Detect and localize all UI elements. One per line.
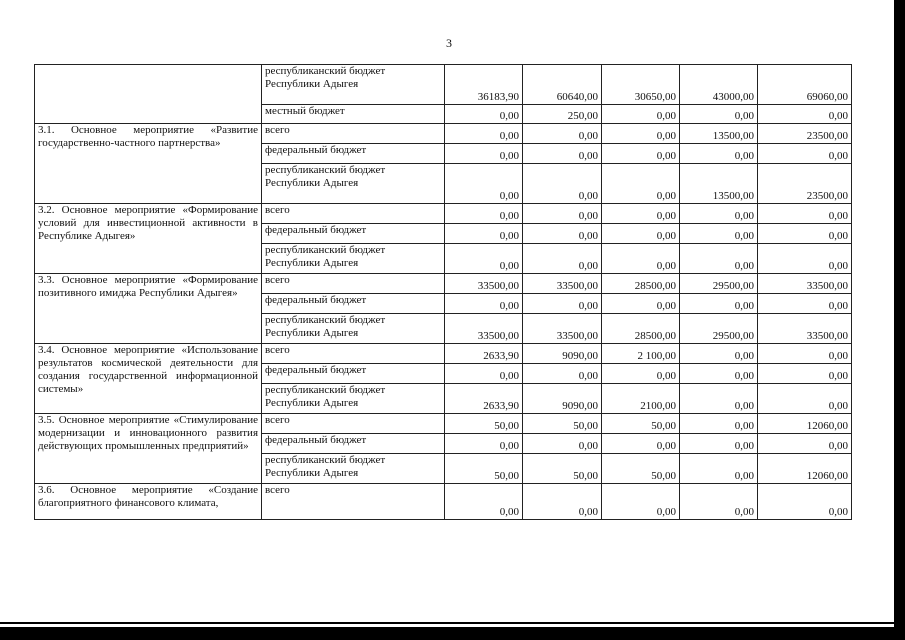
- amount-cell: 50,00: [523, 414, 602, 434]
- amount-cell: 0,00: [758, 484, 852, 520]
- amount-cell: 50,00: [602, 454, 680, 484]
- amount-cell: 50,00: [602, 414, 680, 434]
- table-row: [35, 204, 852, 224]
- funding-source: всего: [262, 344, 445, 364]
- amount-cell: 0,00: [445, 124, 523, 144]
- amount-cell: 0,00: [523, 224, 602, 244]
- amount-cell: 23500,00: [758, 164, 852, 204]
- amount-cell: 43000,00: [680, 65, 758, 105]
- amount-cell: 0,00: [680, 105, 758, 124]
- amount-cell: 9090,00: [523, 384, 602, 414]
- amount-cell: 0,00: [445, 364, 523, 384]
- funding-source: всего: [262, 414, 445, 434]
- funding-source: республиканский бюджет Республики Адыгея: [262, 164, 445, 204]
- amount-cell: 36183,90: [445, 65, 523, 105]
- activity-description: 3.3. Основное мероприятие «Формирование позитивного имиджа Республики Адыгея»: [35, 274, 262, 344]
- amount-cell: 0,00: [523, 164, 602, 204]
- amount-cell: 0,00: [680, 454, 758, 484]
- amount-cell: 0,00: [445, 434, 523, 454]
- amount-cell: 0,00: [445, 294, 523, 314]
- amount-cell: 0,00: [445, 144, 523, 164]
- amount-cell: 9090,00: [523, 344, 602, 364]
- funding-source: федеральный бюджет: [262, 294, 445, 314]
- amount-cell: 0,00: [523, 484, 602, 520]
- funding-source: местный бюджет: [262, 105, 445, 124]
- amount-cell: 50,00: [523, 454, 602, 484]
- page-number: 3: [446, 36, 452, 50]
- amount-cell: 0,00: [523, 364, 602, 384]
- amount-cell: 50,00: [445, 454, 523, 484]
- amount-cell: 0,00: [602, 364, 680, 384]
- amount-cell: 0,00: [758, 364, 852, 384]
- amount-cell: 0,00: [445, 224, 523, 244]
- amount-cell: 28500,00: [602, 274, 680, 294]
- funding-source: республиканский бюджет Республики Адыгея: [262, 384, 445, 414]
- table-row: [35, 484, 852, 520]
- scan-edge-bottom: [0, 627, 905, 640]
- table-row: [35, 124, 852, 144]
- amount-cell: 0,00: [758, 144, 852, 164]
- amount-cell: 0,00: [445, 164, 523, 204]
- amount-cell: 0,00: [523, 294, 602, 314]
- amount-cell: 0,00: [445, 484, 523, 520]
- amount-cell: 23500,00: [758, 124, 852, 144]
- amount-cell: 0,00: [602, 105, 680, 124]
- amount-cell: 0,00: [523, 144, 602, 164]
- amount-cell: 29500,00: [680, 274, 758, 294]
- amount-cell: 0,00: [602, 204, 680, 224]
- amount-cell: 0,00: [758, 224, 852, 244]
- amount-cell: 29500,00: [680, 314, 758, 344]
- amount-cell: 0,00: [445, 244, 523, 274]
- amount-cell: 250,00: [523, 105, 602, 124]
- amount-cell: 0,00: [602, 294, 680, 314]
- amount-cell: 0,00: [602, 484, 680, 520]
- table-row: [35, 274, 852, 294]
- budget-table: [34, 64, 852, 520]
- table-row: [35, 414, 852, 434]
- amount-cell: 12060,00: [758, 414, 852, 434]
- amount-cell: 0,00: [680, 364, 758, 384]
- amount-cell: 0,00: [680, 224, 758, 244]
- budget-table-body: [35, 65, 852, 520]
- funding-source: федеральный бюджет: [262, 144, 445, 164]
- funding-source: всего: [262, 124, 445, 144]
- amount-cell: 0,00: [758, 204, 852, 224]
- amount-cell: 13500,00: [680, 164, 758, 204]
- amount-cell: 50,00: [445, 414, 523, 434]
- amount-cell: 13500,00: [680, 124, 758, 144]
- amount-cell: 0,00: [680, 414, 758, 434]
- funding-source: всего: [262, 204, 445, 224]
- amount-cell: 33500,00: [523, 314, 602, 344]
- amount-cell: 2100,00: [602, 384, 680, 414]
- funding-source: всего: [262, 274, 445, 294]
- amount-cell: 33500,00: [445, 274, 523, 294]
- activity-description: [35, 65, 262, 124]
- amount-cell: 0,00: [523, 434, 602, 454]
- amount-cell: 0,00: [680, 144, 758, 164]
- funding-source: федеральный бюджет: [262, 364, 445, 384]
- table-row: [35, 344, 852, 364]
- amount-cell: 0,00: [602, 164, 680, 204]
- amount-cell: 0,00: [680, 434, 758, 454]
- activity-description: 3.6. Основное мероприятие «Создание благоприятного финансового климата,: [35, 484, 262, 520]
- funding-source: республиканский бюджет Республики Адыгея: [262, 454, 445, 484]
- amount-cell: 0,00: [602, 144, 680, 164]
- amount-cell: 0,00: [523, 124, 602, 144]
- amount-cell: 60640,00: [523, 65, 602, 105]
- amount-cell: 0,00: [758, 244, 852, 274]
- amount-cell: 28500,00: [602, 314, 680, 344]
- amount-cell: 33500,00: [523, 274, 602, 294]
- amount-cell: 0,00: [680, 384, 758, 414]
- funding-source: федеральный бюджет: [262, 434, 445, 454]
- amount-cell: 0,00: [523, 204, 602, 224]
- amount-cell: 0,00: [602, 224, 680, 244]
- amount-cell: 12060,00: [758, 454, 852, 484]
- amount-cell: 33500,00: [758, 314, 852, 344]
- amount-cell: 33500,00: [445, 314, 523, 344]
- scan-edge-line: [0, 622, 905, 624]
- amount-cell: 0,00: [523, 244, 602, 274]
- amount-cell: 0,00: [680, 344, 758, 364]
- amount-cell: 0,00: [602, 124, 680, 144]
- amount-cell: 0,00: [680, 484, 758, 520]
- amount-cell: 0,00: [680, 294, 758, 314]
- amount-cell: 0,00: [602, 434, 680, 454]
- amount-cell: 0,00: [758, 344, 852, 364]
- activity-description: 3.1. Основное мероприятие «Развитие государственно-частного партнерства»: [35, 124, 262, 204]
- amount-cell: 0,00: [680, 244, 758, 274]
- amount-cell: 30650,00: [602, 65, 680, 105]
- amount-cell: 0,00: [445, 105, 523, 124]
- activity-description: 3.2. Основное мероприятие «Формирование условий для инвестиционной активности в Республике Адыгея»: [35, 204, 262, 274]
- amount-cell: 0,00: [602, 244, 680, 274]
- activity-description: 3.4. Основное мероприятие «Использование результатов космической деятельности для создания государственной информационной системы»: [35, 344, 262, 414]
- amount-cell: 2 100,00: [602, 344, 680, 364]
- scan-edge-right: [894, 0, 905, 640]
- amount-cell: 0,00: [758, 384, 852, 414]
- funding-source: республиканский бюджет Республики Адыгея: [262, 314, 445, 344]
- funding-source: всего: [262, 484, 445, 520]
- amount-cell: 0,00: [758, 105, 852, 124]
- funding-source: республиканский бюджет Республики Адыгея: [262, 244, 445, 274]
- amount-cell: 0,00: [445, 204, 523, 224]
- funding-source: федеральный бюджет: [262, 224, 445, 244]
- activity-description: 3.5. Основное мероприятие «Стимулирование модернизации и инновационного развития действующих промышленных предприятий»: [35, 414, 262, 484]
- amount-cell: 33500,00: [758, 274, 852, 294]
- amount-cell: 2633,90: [445, 344, 523, 364]
- amount-cell: 2633,90: [445, 384, 523, 414]
- amount-cell: 0,00: [680, 204, 758, 224]
- table-row: [35, 65, 852, 105]
- funding-source: республиканский бюджет Республики Адыгея: [262, 65, 445, 105]
- amount-cell: 0,00: [758, 294, 852, 314]
- amount-cell: 0,00: [758, 434, 852, 454]
- amount-cell: 69060,00: [758, 65, 852, 105]
